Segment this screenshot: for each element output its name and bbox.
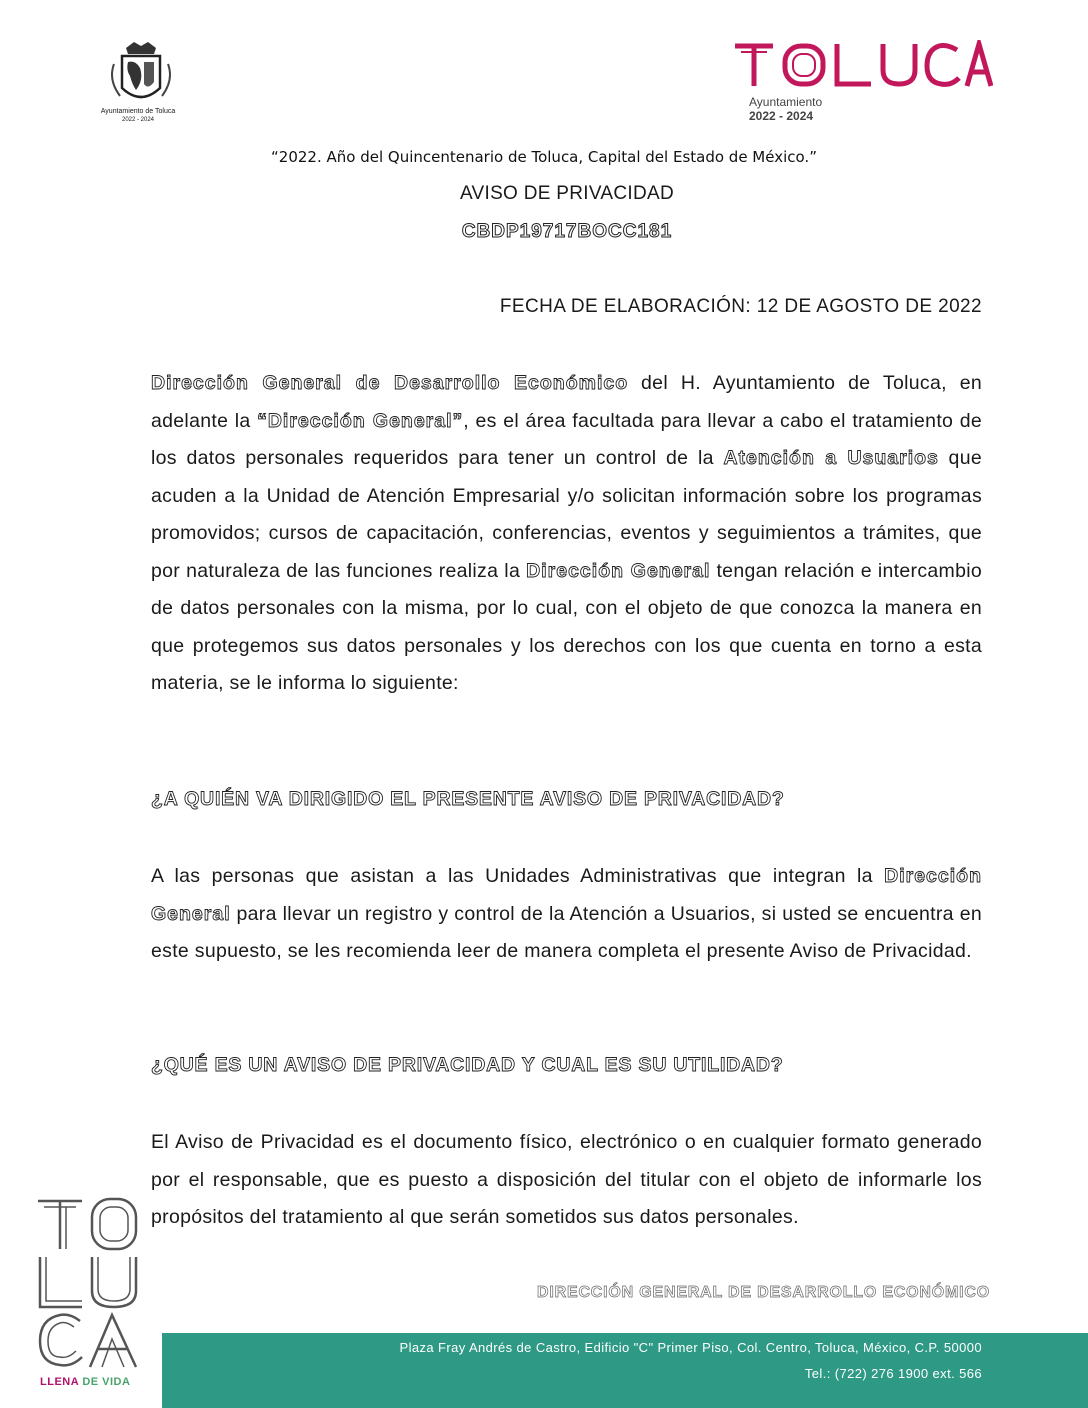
section-heading-audience: ¿A QUIÉN VA DIRIGIDO EL PRESENTE AVISO DE PRIVACIDAD? bbox=[151, 788, 785, 810]
definition-paragraph: El Aviso de Privacidad es el documento físico, electrónico o en cualquier formato generado por el responsable, que es puesto a disposición del titular con el objeto de informarle los propósitos del tratamiento al que serán sometidos sus datos personales. bbox=[151, 1131, 982, 1228]
footer-address: Plaza Fray Andrés de Castro, Edificio "C" Primer Piso, Col. Centro, Toluca, México, C.P. 50000 bbox=[399, 1340, 982, 1355]
tagline-part2: DE VIDA bbox=[82, 1376, 131, 1388]
document-code: CBDP19717BOCC181 bbox=[461, 221, 673, 242]
paragraph-text: tengan relación e intercambio de datos personales con la misma, por lo cual, con el objeto de que conozca la manera en que protegemos sus datos personales y los derechos con los que cuenta en torno a esta materia, se le informa lo siguiente: bbox=[151, 559, 982, 694]
paragraph-text: , es el área facultada para llevar a cabo el tratamiento de los datos personales requeridos para tener un control de la bbox=[151, 409, 983, 469]
toluca-brand-logo bbox=[733, 40, 993, 90]
audience-paragraph bbox=[151, 858, 982, 971]
emphasis-direccion-general: Dirección General bbox=[526, 559, 711, 582]
side-toluca-logo bbox=[36, 1195, 140, 1373]
intro-paragraph bbox=[151, 365, 982, 703]
paragraph-text: del H. Ayuntamiento de Toluca, en adelante la bbox=[151, 372, 982, 432]
paragraph-text: A las personas que asistan a las Unidades Administrativas que integran la bbox=[151, 865, 885, 887]
emphasis-atencion-usuarios: Atención a Usuarios bbox=[723, 447, 939, 469]
footer-phone: Tel.: (722) 276 1900 ext. 566 bbox=[804, 1366, 982, 1381]
seal-caption: Ayuntamiento de Toluca bbox=[100, 108, 176, 115]
seal-caption-years: 2022 - 2024 bbox=[121, 117, 155, 123]
tagline-part1: LLENA bbox=[40, 1376, 83, 1388]
footer-department: DIRECCIÓN GENERAL DE DESARROLLO ECONÓMICO bbox=[537, 1284, 990, 1301]
year-slogan: “2022. Año del Quincentenario de Toluca, Capital del Estado de México.” bbox=[271, 148, 817, 166]
document-title: AVISO DE PRIVACIDAD bbox=[459, 183, 675, 204]
side-tagline bbox=[40, 1376, 130, 1388]
ayuntamiento-label: Ayuntamiento bbox=[749, 95, 823, 109]
paragraph-text: que acuden a la Unidad de Atención Empresarial y/o solicitan información sobre los programas promovidos; cursos de capacitación, conferencias, eventos y seguimientos a trámites, que por naturaleza de las funciones realiza la bbox=[151, 447, 982, 582]
emphasis-direccion-general-desarrollo: Dirección General de Desarrollo Económico bbox=[151, 372, 629, 394]
emphasis-direccion-general: Dirección General bbox=[151, 865, 982, 925]
ayuntamiento-years: 2022 - 2024 bbox=[749, 109, 814, 123]
seal-icon bbox=[96, 40, 186, 110]
emphasis-direccion-general-quoted: “Dirección General” bbox=[257, 409, 464, 432]
section-heading-definition: ¿QUÉ ES UN AVISO DE PRIVACIDAD Y CUAL ES SU UTILIDAD? bbox=[151, 1054, 784, 1076]
paragraph-text: para llevar un registro y control de la Atención a Usuarios, si usted se encuentra en este supuesto, se les recomienda leer de manera completa el presente Aviso de Privacidad. bbox=[151, 902, 982, 962]
elaboration-date: FECHA DE ELABORACIÓN: 12 DE AGOSTO DE 2022 bbox=[499, 296, 982, 317]
